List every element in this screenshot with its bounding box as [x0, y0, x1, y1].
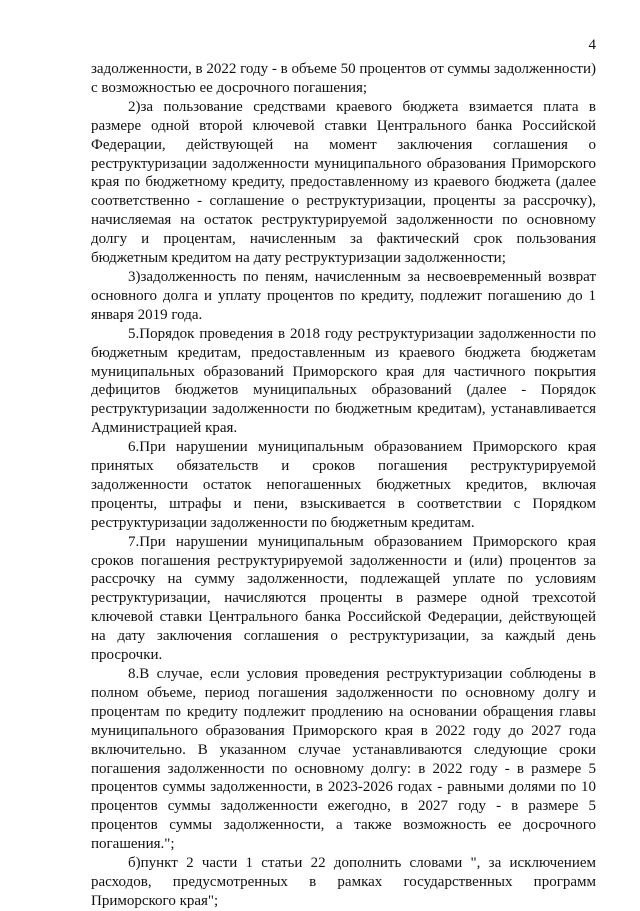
- paragraph-continuation: задолженности, в 2022 году - в объеме 50 процентов от суммы задолженности) с возможностью ее досрочного погашения;: [91, 61, 596, 96]
- paragraph-item-2: 2)за пользование средствами краевого бюджета взимается плата в размере одной второй ключевой ставки Центрального банка Российской Федерации, действующей на момент заключения соглашения о реструктуризации задолженности муниципального образования Приморского края по бюджетному кредиту, предоставленному из краевого бюджета (далее соответственно - соглашение о реструктуризации, проценты за рассрочку), начисляемая на остаток реструктурируемой задолженности по основному долгу и процентам, начисленным за фактический срок пользования бюджетным кредитом на дату реструктуризации задолженности;: [91, 98, 596, 267]
- page-number: 4: [588, 37, 596, 53]
- paragraph-item-3: 3)задолженность по пеням, начисленным за несвоевременный возврат основного долга и уплату процентов по кредиту, подлежит погашению до 1 января 2019 года.: [91, 268, 596, 323]
- paragraph-section-8: 8.В случае, если условия проведения реструктуризации соблюдены в полном объеме, период погашения задолженности по основному долгу и процентам по кредиту подлежит продлению на основании обращения главы муниципального образования Приморского края в 2022 году до 2027 года включительно. В указанном случае устанавливаются следующие сроки погашения задолженности по основному долгу: в 2022 году - в размере 5 процентов суммы задолженности, в 2023-2026 годах - равными долями по 10 процентов суммы задолженности ежегодно, в 2027 году - в размере 5 процентов суммы задолженности, а также возможность ее досрочного погашения.";: [91, 666, 596, 853]
- paragraph-subitem-b: б)пункт 2 части 1 статьи 22 дополнить словами ", за исключением расходов, предусмотренных в рамках государственных программ Приморского края";: [91, 855, 596, 909]
- document-body: [91, 60, 596, 911]
- paragraph-section-7: 7.При нарушении муниципальным образованием Приморского края сроков погашения реструктурируемой задолженности и (или) процентов за рассрочку на сумму задолженности, подлежащей уплате по условиям реструктуризации, начисляются проценты в размере одной трехсотой ключевой ставки Центрального банка Российской Федерации, действующей на дату заключения соглашения о реструктуризации, за каждый день просрочки.: [91, 533, 596, 664]
- paragraph-section-5: 5.Порядок проведения в 2018 году реструктуризации задолженности по бюджетным кредитам, предоставленным из краевого бюджета бюджетам муниципальных образований Приморского края для частичного покрытия дефицитов бюджетов муниципальных образований (далее - Порядок реструктуризации задолженности по бюджетным кредитам), устанавливается Администрацией края.: [91, 325, 596, 437]
- paragraph-section-6: 6.При нарушении муниципальным образованием Приморского края принятых обязательств и сроков погашения реструктурируемой задолженности остаток непогашенных бюджетных кредитов, включая проценты, штрафы и пени, взыскивается в соответствии с Порядком реструктуризации задолженности по бюджетным кредитам.: [91, 439, 596, 531]
